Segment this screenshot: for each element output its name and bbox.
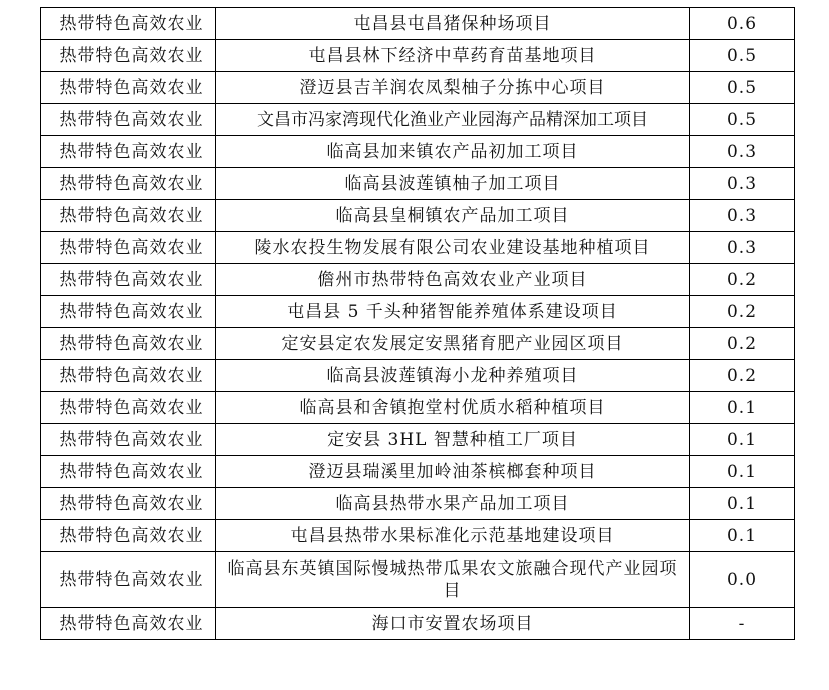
category-cell: 热带特色高效农业 (41, 608, 216, 640)
value-cell: 0.1 (690, 456, 795, 488)
value-cell: 0.2 (690, 296, 795, 328)
table-row (41, 424, 795, 456)
table-row (41, 392, 795, 424)
category-cell: 热带特色高效农业 (41, 520, 216, 552)
project-name-cell: 澄迈县瑞溪里加岭油茶槟榔套种项目 (216, 456, 690, 488)
category-cell: 热带特色高效农业 (41, 136, 216, 168)
table-row (41, 608, 795, 640)
value-cell: 0.5 (690, 72, 795, 104)
category-cell: 热带特色高效农业 (41, 72, 216, 104)
category-cell: 热带特色高效农业 (41, 392, 216, 424)
table-row (41, 104, 795, 136)
category-cell: 热带特色高效农业 (41, 360, 216, 392)
table-row (41, 296, 795, 328)
project-name-cell: 陵水农投生物发展有限公司农业建设基地种植项目 (216, 232, 690, 264)
category-cell: 热带特色高效农业 (41, 456, 216, 488)
project-name-cell: 屯昌县屯昌猪保种场项目 (216, 8, 690, 40)
value-cell: 0.6 (690, 8, 795, 40)
project-name-cell: 文昌市冯家湾现代化渔业产业园海产品精深加工项目 (216, 104, 690, 136)
project-table-body (41, 8, 795, 640)
value-cell: 0.0 (690, 552, 795, 608)
table-row (41, 72, 795, 104)
category-cell: 热带特色高效农业 (41, 104, 216, 136)
table-row (41, 488, 795, 520)
table-row (41, 360, 795, 392)
category-cell: 热带特色高效农业 (41, 40, 216, 72)
project-name-cell: 临高县波莲镇柚子加工项目 (216, 168, 690, 200)
value-cell: 0.5 (690, 40, 795, 72)
table-row (41, 8, 795, 40)
table-row (41, 264, 795, 296)
value-cell: - (690, 608, 795, 640)
project-name-cell: 屯昌县 5 千头种猪智能养殖体系建设项目 (216, 296, 690, 328)
value-cell: 0.5 (690, 104, 795, 136)
project-name-cell: 临高县东英镇国际慢城热带瓜果农文旅融合现代产业园项目 (216, 552, 690, 608)
category-cell: 热带特色高效农业 (41, 488, 216, 520)
value-cell: 0.2 (690, 264, 795, 296)
category-cell: 热带特色高效农业 (41, 328, 216, 360)
value-cell: 0.3 (690, 232, 795, 264)
category-cell: 热带特色高效农业 (41, 200, 216, 232)
table-row (41, 40, 795, 72)
value-cell: 0.1 (690, 520, 795, 552)
project-name-cell: 屯昌县林下经济中草药育苗基地项目 (216, 40, 690, 72)
category-cell: 热带特色高效农业 (41, 168, 216, 200)
table-row (41, 200, 795, 232)
project-name-cell: 定安县定农发展定安黑猪育肥产业园区项目 (216, 328, 690, 360)
project-name-cell: 海口市安置农场项目 (216, 608, 690, 640)
category-cell: 热带特色高效农业 (41, 8, 216, 40)
table-row (41, 456, 795, 488)
table-row (41, 136, 795, 168)
table-row (41, 328, 795, 360)
table-row (41, 232, 795, 264)
project-name-cell: 临高县加来镇农产品初加工项目 (216, 136, 690, 168)
project-name-cell: 临高县波莲镇海小龙种养殖项目 (216, 360, 690, 392)
category-cell: 热带特色高效农业 (41, 264, 216, 296)
value-cell: 0.2 (690, 328, 795, 360)
value-cell: 0.3 (690, 168, 795, 200)
category-cell: 热带特色高效农业 (41, 232, 216, 264)
project-name-cell: 定安县 3HL 智慧种植工厂项目 (216, 424, 690, 456)
value-cell: 0.3 (690, 136, 795, 168)
project-name-cell: 临高县和舍镇抱堂村优质水稻种植项目 (216, 392, 690, 424)
category-cell: 热带特色高效农业 (41, 424, 216, 456)
project-name-cell: 临高县皇桐镇农产品加工项目 (216, 200, 690, 232)
table-row (41, 520, 795, 552)
table-row (41, 552, 795, 608)
value-cell: 0.1 (690, 392, 795, 424)
value-cell: 0.3 (690, 200, 795, 232)
value-cell: 0.1 (690, 424, 795, 456)
category-cell: 热带特色高效农业 (41, 552, 216, 608)
project-name-cell: 临高县热带水果产品加工项目 (216, 488, 690, 520)
value-cell: 0.1 (690, 488, 795, 520)
value-cell: 0.2 (690, 360, 795, 392)
table-row (41, 168, 795, 200)
project-name-cell: 澄迈县吉羊润农凤梨柚子分拣中心项目 (216, 72, 690, 104)
project-name-cell: 儋州市热带特色高效农业产业项目 (216, 264, 690, 296)
project-table (40, 7, 795, 640)
project-name-cell: 屯昌县热带水果标准化示范基地建设项目 (216, 520, 690, 552)
category-cell: 热带特色高效农业 (41, 296, 216, 328)
